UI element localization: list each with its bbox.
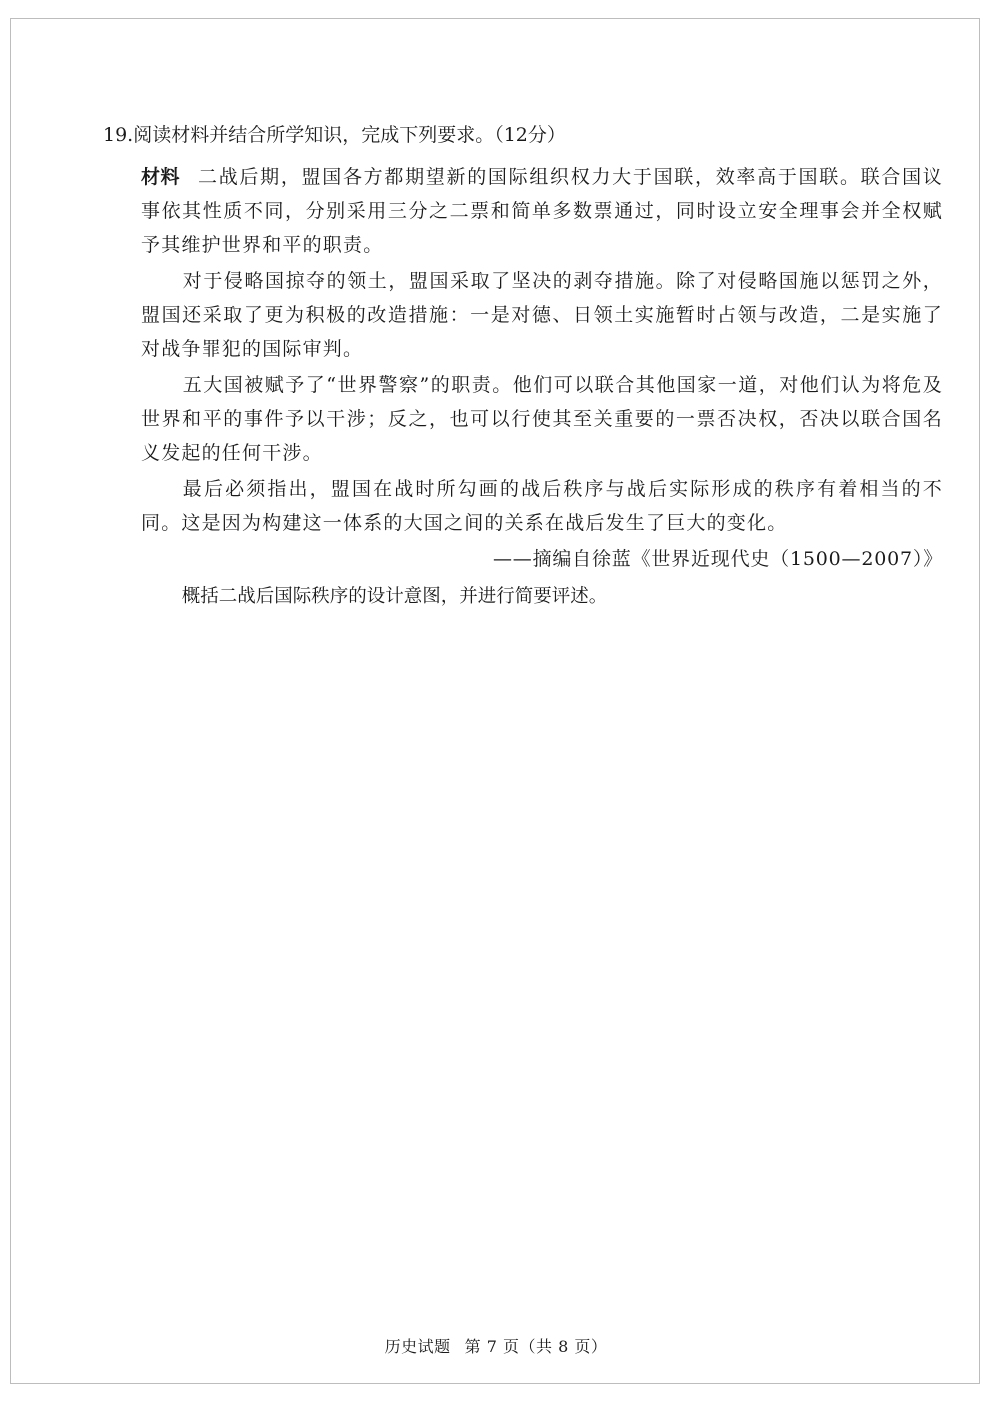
material-paragraph-3: 五大国被赋予了“世界警察”的职责。他们可以联合其他国家一道，对他们认为将危及世界和平的事件予以干涉；反之，也可以行使其至关重要的一票否决权，否决以联合国名义发起的任何干涉。 bbox=[141, 374, 943, 464]
question-block bbox=[103, 118, 943, 614]
material-source: ——摘编自徐蓝《世界近现代史（1500—2007）》 bbox=[492, 548, 943, 570]
material-paragraph-2: 对于侵略国掠夺的领土，盟国采取了坚决的剥夺措施。除了对侵略国施以惩罚之外，盟国还采取了更为积极的改造措施：一是对德、日领土实施暂时占领与改造，二是实施了对战争罪犯的国际审判。 bbox=[141, 270, 943, 360]
page-footer bbox=[0, 1334, 992, 1357]
material-text-1: 二战后期，盟国各方都期望新的国际组织权力大于国联，效率高于国联。联合国议事依其性质不同，分别采用三分之二票和简单多数票通过，同时设立安全理事会并全权赋予其维护世界和平的职责。 bbox=[141, 166, 943, 256]
task-instruction: 概括二战后国际秩序的设计意图，并进行简要评述。 bbox=[181, 586, 608, 607]
question-number: 19. bbox=[103, 124, 134, 146]
question-body bbox=[103, 160, 943, 614]
question-prompt: 阅读材料并结合所学知识，完成下列要求。（12分） bbox=[133, 124, 566, 146]
footer-subject: 历史试题 bbox=[384, 1337, 451, 1356]
material-paragraph-1 bbox=[141, 160, 943, 262]
material-label: 材料 bbox=[141, 166, 181, 188]
material-paragraph-4: 最后必须指出，盟国在战时所勾画的战后秩序与战后实际形成的秩序有着相当的不同。这是因为构建这一体系的大国之间的关系在战后发生了巨大的变化。 bbox=[141, 478, 943, 534]
question-header bbox=[103, 118, 943, 152]
footer-page-number: 第 7 页（共 8 页） bbox=[464, 1337, 608, 1356]
